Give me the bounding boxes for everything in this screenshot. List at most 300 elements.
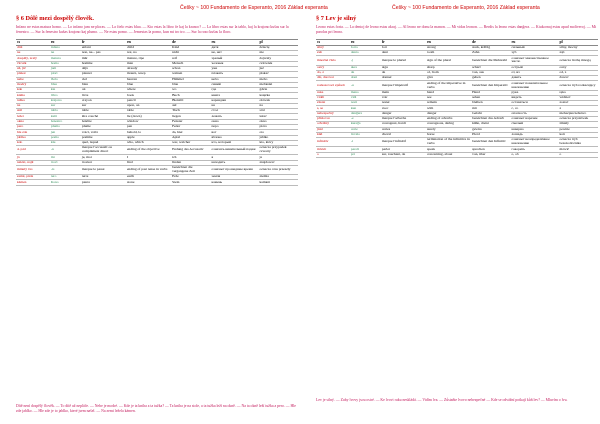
- table-cell: certes: [381, 127, 426, 132]
- table-cell: kiu: [50, 140, 81, 145]
- table-cell: who, which: [126, 140, 171, 145]
- table-cell: kamień: [258, 180, 298, 185]
- table-cell: infano: [50, 45, 81, 50]
- table-cell: дитя: [211, 45, 259, 50]
- table-cell: modrý: [16, 82, 50, 87]
- table-cell: Stein: [171, 180, 210, 185]
- czech-translation-footer: Dítě není dospělý člověk. — To dítě už nepláče. — Nebe je modré. — Kde je ta kniha a ta tužka? — Ta kniha je na stole, a ta tužka leží na okně. — Na ta okně leží tužka a pero. — Hle zde jablko. — Hle zde je to jablko, které jsem našel. — Na zemi ležela kámen.: [16, 404, 296, 413]
- table-cell: enfant: [81, 45, 126, 50]
- table-cell: Pferd: [471, 132, 510, 137]
- table-cell: minulý čas: [16, 165, 50, 174]
- table-cell: nie: [258, 51, 298, 56]
- table-cell: означает наречие: [511, 117, 559, 122]
- table-row: [16, 146, 298, 155]
- table-cell: où: [81, 88, 126, 93]
- column-header: pl: [558, 39, 598, 45]
- table-cell: cheval: [381, 132, 426, 137]
- table-cell: avec: [381, 106, 426, 111]
- table-cell: von, aus: [471, 70, 510, 75]
- table-cell: от, из: [511, 70, 559, 75]
- table-cell: kuraĝa: [350, 122, 381, 127]
- table-cell: niebezpieczeństwo: [558, 111, 598, 116]
- column-header: cs: [316, 39, 350, 45]
- table-cell: pencil: [126, 98, 171, 103]
- table-cell: tero: [50, 175, 81, 180]
- table-cell: лежать: [211, 114, 259, 119]
- table-cell: oznacza liczbę mnogą: [558, 56, 598, 65]
- table-cell: resti: [350, 101, 381, 106]
- table-cell: ich: [171, 155, 210, 160]
- table-cell: marque l'adverbe: [381, 117, 426, 122]
- table-cell: -j: [350, 56, 381, 65]
- table-row: [16, 165, 298, 174]
- table-cell: de: [381, 70, 426, 75]
- table-cell: znajdować: [258, 160, 298, 165]
- table-cell: ciel: [81, 77, 126, 82]
- table-cell: зрелый: [211, 56, 259, 61]
- column-header: eo: [50, 39, 81, 45]
- table-cell: lie (down): [126, 114, 171, 119]
- table-cell: give: [426, 76, 471, 81]
- table-cell: ząb: [558, 51, 598, 56]
- section-title: § 6 Dôlê mezi dospělý člověk.: [16, 15, 95, 22]
- table-cell: pleurer: [81, 72, 126, 77]
- table-cell: o: [558, 152, 598, 157]
- table-cell: je, moi: [81, 155, 126, 160]
- table-cell: aigu: [381, 65, 426, 70]
- table-cell: Zahn: [471, 51, 510, 56]
- table-cell: окно: [211, 119, 259, 124]
- table-cell: Kind: [171, 45, 210, 50]
- table-cell: плакать: [211, 72, 259, 77]
- table-cell: находить: [211, 160, 259, 165]
- table-cell: silný: [316, 45, 350, 50]
- table-cell: doni: [350, 76, 381, 81]
- table-cell: не, нет: [211, 51, 259, 56]
- table-cell: jabłko: [258, 135, 298, 140]
- table-cell: oznacza tryb rozkazujący: [558, 81, 598, 90]
- table-cell: parler: [381, 147, 426, 152]
- table-cell: fenêtre: [81, 119, 126, 124]
- table-cell: I: [126, 155, 171, 160]
- table-cell: с, со: [511, 106, 559, 111]
- column-header: fr: [381, 39, 426, 45]
- table-cell: nebezpečný: [316, 111, 350, 116]
- table-cell: widzieć: [558, 95, 598, 100]
- table-cell: śmiały: [558, 122, 598, 127]
- table-cell: jablko: [16, 135, 50, 140]
- table-cell: -i: [350, 138, 381, 147]
- table-row: [316, 138, 598, 147]
- table-cell: кто, который: [211, 140, 259, 145]
- table-row: [16, 180, 298, 185]
- table-cell: Mensch: [171, 61, 210, 66]
- table-cell: oznacza tryb bezokolicznika: [558, 138, 598, 147]
- table-cell: bleu: [81, 82, 126, 87]
- table-cell: mûr: [81, 56, 126, 61]
- table-cell: non, ne... pas: [81, 51, 126, 56]
- table-cell: voir: [381, 95, 426, 100]
- table-cell: ležet: [16, 114, 50, 119]
- table-cell: pomo: [50, 135, 81, 140]
- table-cell: pomme: [81, 135, 126, 140]
- table-cell: plakat: [16, 72, 50, 77]
- table-cell: bleiben: [471, 101, 510, 106]
- table-cell: od, z: [558, 70, 598, 75]
- table-cell: marque le passé: [81, 165, 126, 174]
- table-cell: finden: [171, 160, 210, 165]
- table-cell: ending of adverbs: [426, 117, 471, 122]
- table-cell: oznacza przysłówek: [558, 117, 598, 122]
- table-cell: o: [316, 152, 350, 157]
- table-cell: concerning, about: [426, 152, 471, 157]
- table-cell: surely: [426, 127, 471, 132]
- table-cell: liegen: [171, 114, 210, 119]
- table-cell: okno: [258, 119, 298, 124]
- table-cell: dawać: [558, 76, 598, 81]
- table-cell: schon: [171, 66, 210, 71]
- table-cell: kde: [16, 88, 50, 93]
- table-cell: of, from: [426, 70, 471, 75]
- table-cell: marque l'accusatif ou complément direct: [81, 146, 126, 155]
- table-cell: vidět: [316, 95, 350, 100]
- table-cell: небо: [211, 77, 259, 82]
- table-cell: dento: [350, 51, 381, 56]
- table-cell: pero: [16, 125, 50, 130]
- table-cell: de: [350, 70, 381, 75]
- table-cell: оставаться: [511, 101, 559, 106]
- table-cell: kuŝi: [50, 114, 81, 119]
- table-cell: ręka: [558, 90, 598, 95]
- table-cell: kühn, dreist: [471, 122, 510, 127]
- table-cell: tablo: [50, 109, 81, 114]
- table-cell: koń: [558, 132, 598, 137]
- section-title: § 7 Lev je silný: [316, 15, 357, 22]
- table-cell: zostać: [558, 101, 598, 106]
- table-cell: карандаш: [211, 98, 259, 103]
- table-cell: crayon: [81, 98, 126, 103]
- table-cell: marque le pluriel: [381, 56, 426, 65]
- column-header: fr: [81, 39, 126, 45]
- column-header: cs: [16, 39, 50, 45]
- table-cell: Gefahr: [471, 111, 510, 116]
- table-cell: я: [211, 155, 259, 160]
- table-cell: vidi: [350, 95, 381, 100]
- table-cell: plume: [81, 125, 126, 130]
- table-cell: ŝtono: [50, 180, 81, 185]
- table-cell: marque l'infinitif: [381, 138, 426, 147]
- table-cell: sur, touchant, de: [381, 152, 426, 157]
- table-cell: ĉevalo: [350, 132, 381, 137]
- table-cell: bezeichnet die Mehrzahl: [471, 56, 510, 65]
- table-cell: вот: [211, 130, 259, 135]
- table-cell: von, über: [471, 152, 510, 157]
- table-cell: courageux, hardi: [381, 122, 426, 127]
- table-cell: ostrý: [316, 65, 350, 70]
- table-cell: stůl: [16, 109, 50, 114]
- table-cell: sharp: [426, 65, 471, 70]
- table-cell: with: [426, 106, 471, 111]
- table-cell: wo: [171, 88, 210, 93]
- table-cell: рука: [511, 90, 559, 95]
- table-cell: trouver: [81, 160, 126, 165]
- table-cell: main: [381, 90, 426, 95]
- table-cell: Erde: [171, 175, 210, 180]
- table-cell: da, hier: [171, 130, 210, 135]
- table-cell: livre: [81, 93, 126, 98]
- table-cell: auf: [171, 103, 210, 108]
- table-cell: marque l'impératif: [381, 81, 426, 90]
- table-cell: zůstat: [316, 101, 350, 106]
- table-cell: ziemia: [258, 175, 298, 180]
- table-cell: ja: [258, 155, 298, 160]
- table-cell: fort: [381, 45, 426, 50]
- table-cell: danger: [426, 111, 471, 116]
- table-cell: paroli: [350, 147, 381, 152]
- table-row: [316, 152, 598, 157]
- table-cell: jen: [50, 130, 81, 135]
- table-cell: kdo: [16, 140, 50, 145]
- table-cell: window: [126, 119, 171, 124]
- table-cell: mourn, weep: [126, 72, 171, 77]
- table-cell: stone: [126, 180, 171, 185]
- table-cell: sur: [50, 103, 81, 108]
- table-cell: être couché: [81, 114, 126, 119]
- column-header: en: [426, 39, 471, 45]
- table-cell: z: [558, 106, 598, 111]
- table-cell: infinitiv: [316, 138, 350, 147]
- table-cell: table: [126, 109, 171, 114]
- table-cell: forta: [350, 45, 381, 50]
- table-cell: ne: [16, 51, 50, 56]
- esperanto-intro-text: Leono estas forta. — La dentoj de leono estas akraj. — Al leono ne donu la manon. — Mi vidas leonon. — Rerdis la leono estas danĝera. — Kiukornaj estas apud moliveroj. — Mi parolas pri leono.: [316, 25, 597, 34]
- table-cell: dospělý, zralý: [16, 56, 50, 61]
- column-header: ru: [511, 39, 559, 45]
- table-cell: ruka: [316, 90, 350, 95]
- table-cell: horse: [426, 132, 471, 137]
- table-cell: plumo: [50, 125, 81, 130]
- table-cell: mature, ripe: [126, 56, 171, 61]
- table-cell: plori: [50, 72, 81, 77]
- table-cell: яблоко: [211, 135, 259, 140]
- table-cell: -is: [50, 165, 81, 174]
- table-cell: означает прошедшее время: [211, 165, 259, 174]
- table-cell: tužka: [16, 98, 50, 103]
- table-cell: see: [426, 95, 471, 100]
- table-cell: Hand: [471, 90, 510, 95]
- table-cell: зуб: [511, 51, 559, 56]
- table-cell: hand: [426, 90, 471, 95]
- table-cell: ending of the imperative in verbs: [426, 81, 471, 90]
- table-cell: острый: [511, 65, 559, 70]
- table-cell: синий: [211, 82, 259, 87]
- table-cell: behold, lo: [126, 130, 171, 135]
- table-cell: Buch: [171, 93, 210, 98]
- table-cell: ołówek: [258, 98, 298, 103]
- table-cell: означает множественное число: [511, 56, 559, 65]
- table-cell: oznacza czas przeszły: [258, 165, 298, 174]
- table-cell: scharf: [471, 65, 510, 70]
- table-cell: kto, który: [258, 140, 298, 145]
- table-cell: ĉielo: [50, 77, 81, 82]
- table-cell: fenestro: [50, 119, 81, 124]
- table-cell: man: [126, 61, 171, 66]
- table-cell: опасность: [511, 111, 559, 116]
- table-cell: стол: [211, 109, 259, 114]
- table-cell: certe: [350, 127, 381, 132]
- column-header: de: [471, 39, 510, 45]
- table-cell: sur: [81, 103, 126, 108]
- table-cell: лошадь: [511, 132, 559, 137]
- table-row: [316, 56, 598, 65]
- table-cell: nalézt, najít: [16, 160, 50, 165]
- table-cell: jistě: [316, 127, 350, 132]
- table-cell: reif: [171, 56, 210, 61]
- table-cell: bezeichnet die vergangene Zeit: [171, 165, 210, 174]
- table-cell: dojrzały: [258, 56, 298, 61]
- table-cell: where: [126, 88, 171, 93]
- vocabulary-table: [316, 39, 598, 158]
- table-cell: niebo: [258, 77, 298, 82]
- table-cell: kie: [50, 88, 81, 93]
- table-cell: remain: [426, 101, 471, 106]
- table-cell: homo: [50, 61, 81, 66]
- table-cell: rozkazovací způsob: [316, 81, 350, 90]
- table-cell: blua: [50, 82, 81, 87]
- column-header: eo: [350, 39, 381, 45]
- table-cell: sign of the plural: [426, 56, 471, 65]
- column-header: de: [171, 39, 210, 45]
- table-cell: камень: [211, 180, 259, 185]
- table-cell: kámen: [16, 180, 50, 185]
- table-cell: speak: [426, 147, 471, 152]
- table-cell: terre: [81, 175, 126, 180]
- table-cell: niebieski: [258, 82, 298, 87]
- table-cell: смелый: [511, 122, 559, 127]
- table-cell: find: [126, 160, 171, 165]
- table-cell: matura: [50, 56, 81, 61]
- page-header-right: Ĉeŝky ~ 100 Fundamento de Esperanto, 2016 Základ esperanta: [392, 5, 540, 11]
- table-cell: bezeichnet den Infinitiv: [471, 138, 510, 147]
- column-header: ru: [211, 39, 259, 45]
- table-cell: stół: [258, 109, 298, 114]
- table-cell: Feder: [171, 125, 210, 130]
- table-cell: příslovce: [316, 117, 350, 122]
- table-cell: человек: [211, 61, 259, 66]
- table-cell: kůň: [316, 132, 350, 137]
- table-cell: mit: [471, 106, 510, 111]
- table-cell: earth: [126, 175, 171, 180]
- table-cell: dát, darovat: [316, 76, 350, 81]
- table-cell: danĝera: [350, 111, 381, 116]
- table-cell: zub: [316, 51, 350, 56]
- table-cell: země, půda: [16, 175, 50, 180]
- table-cell: table: [81, 109, 126, 114]
- table-cell: -e: [350, 117, 381, 122]
- table-cell: наверно: [511, 127, 559, 132]
- table-cell: książka: [258, 93, 298, 98]
- table-cell: pióro: [258, 125, 298, 130]
- vocabulary-table: [16, 39, 298, 186]
- table-cell: уже: [211, 66, 259, 71]
- right-column: [316, 15, 598, 158]
- table-cell: voici, voilà: [81, 130, 126, 135]
- table-cell: перо: [211, 125, 259, 130]
- table-cell: mówić: [558, 147, 598, 152]
- table-cell: pri: [350, 152, 381, 157]
- table-cell: trovi: [50, 160, 81, 165]
- table-cell: homme: [81, 61, 126, 66]
- table-cell: termination of the infinitive in verbs: [426, 137, 470, 146]
- table-cell: nebe: [16, 77, 50, 82]
- table-cell: už, již: [16, 66, 50, 71]
- table-row: [316, 81, 598, 90]
- table-cell: already: [126, 66, 171, 71]
- table-cell: leżeć: [258, 114, 298, 119]
- table-cell: množné číslo: [316, 56, 350, 65]
- table-cell: означать винительный падеж: [211, 146, 259, 155]
- table-cell: говорить: [511, 147, 559, 152]
- table-cell: okno: [16, 119, 50, 124]
- table-cell: видеть: [511, 95, 559, 100]
- table-cell: 4. pád: [16, 146, 50, 155]
- table-cell: -n: [50, 146, 81, 155]
- table-cell: dent: [381, 51, 426, 56]
- table-cell: quel, lequel: [81, 140, 126, 145]
- table-cell: Bleistift: [171, 98, 210, 103]
- table-cell: сильный: [511, 45, 559, 50]
- table-cell: ne: [50, 51, 81, 56]
- table-cell: upon, on: [126, 103, 171, 108]
- table-cell: jam: [50, 66, 81, 71]
- table-cell: gdzie: [258, 88, 298, 93]
- table-cell: płakać: [258, 72, 298, 77]
- table-cell: odvážný: [316, 122, 350, 127]
- table-cell: danger: [381, 111, 426, 116]
- table-cell: ending of past tense in verbs: [126, 165, 171, 174]
- table-cell: oto: [258, 130, 298, 135]
- table-cell: apple: [126, 135, 171, 140]
- table-cell: donner: [381, 76, 426, 81]
- left-column: [16, 15, 298, 186]
- table-cell: sehen: [471, 95, 510, 100]
- table-cell: Tisch: [171, 109, 210, 114]
- table-cell: pewnie: [558, 127, 598, 132]
- table-cell: oznacza przypadek czwarty: [258, 146, 298, 155]
- table-cell: dziecię: [258, 45, 298, 50]
- table-cell: bezeichnet das Adverb: [471, 117, 510, 122]
- table-cell: na: [16, 103, 50, 108]
- table-cell: blau: [171, 82, 210, 87]
- table-cell: libro: [50, 93, 81, 98]
- table-cell: mi: [50, 155, 81, 160]
- table-cell: на: [211, 103, 259, 108]
- table-cell: not, no: [126, 51, 171, 56]
- table-cell: wer, welcher: [171, 140, 210, 145]
- table-cell: blue: [126, 82, 171, 87]
- table-cell: kniha: [16, 93, 50, 98]
- page-header-left: Ĉeŝky ~ 100 Fundamento de Esperanto, 2016 Základ esperanta: [180, 5, 328, 11]
- table-cell: ending of the objective: [126, 146, 171, 155]
- table-cell: Himmel: [171, 77, 210, 82]
- table-cell: hle zde: [16, 130, 50, 135]
- column-header: pl: [258, 39, 298, 45]
- table-cell: kun: [350, 106, 381, 111]
- table-cell: krajono: [50, 98, 81, 103]
- esperanto-intro-text: Infano ne estas matura homo. — Lo infano jam ne ploras. — La ĉielo estas blua. — Kio estas la libro ĉe kaj la kranco? — La libro estas sur la tablo, kaj la krajono kuŝas sur la fenestro. — Sur la fenestro kuŝas krajono kaj plumo. — Ne estas pomo. — Jemestas la pomo, kun mi tro tro. — Sur la rozo kuŝas la floro.: [16, 25, 289, 34]
- column-header: en: [126, 39, 171, 45]
- table-cell: rester: [381, 101, 426, 106]
